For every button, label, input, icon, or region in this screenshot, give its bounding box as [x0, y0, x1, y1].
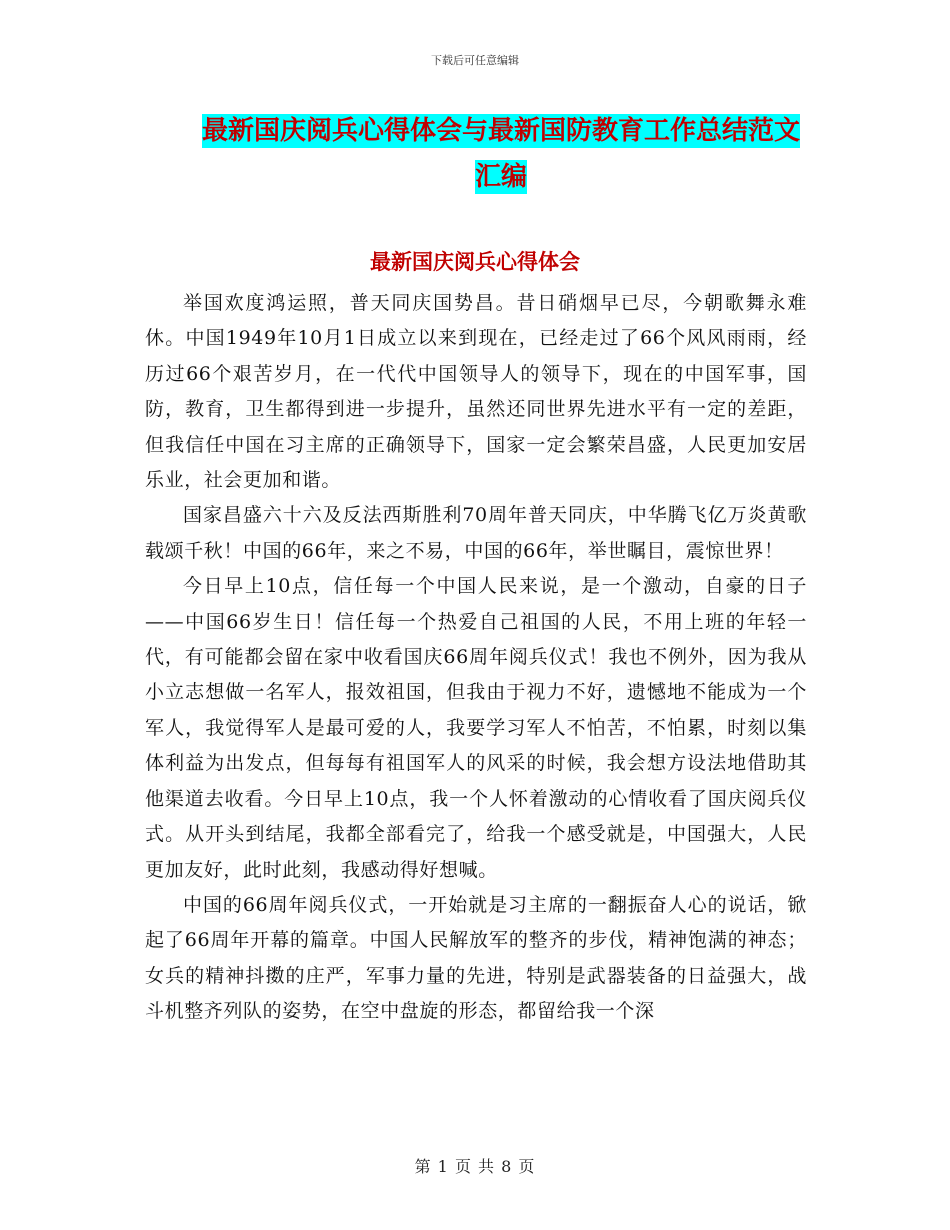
paragraph: 中国的66周年阅兵仪式，一开始就是习主席的一翻振奋人心的说话，锨起了66周年开幕的篇章。中国人民解放军的整齐的步伐，精神饱满的神态；女兵的精神抖擞的庄严，军事力量的先进，特别是武器装备的日益强大，战斗机整齐列队的姿势，在空中盘旋的形态，都留给我一个深	[145, 893, 807, 1023]
paragraph: 举国欢度鸿运照，普天同庆国势昌。昔日硝烟早已尽，今朝歌舞永难休。中国1949年10月1日成立以来到现在，已经走过了66个风风雨雨，经历过66个艰苦岁月，在一代代中国领导人的领导下，现在的中国军事，国防，教育，卫生都得到进一步提升，虽然还同世界先进水平有一定的差距，但我信任中国在习主席的正确领导下，国家一定会繁荣昌盛，人民更加安居乐业，社会更加和谐。	[145, 292, 807, 492]
paragraph: 今日早上10点，信任每一个中国人民来说，是一个激动，自豪的日子——中国66岁生日！信任每一个热爱自己祖国的人民，不用上班的年轻一代，有可能都会留在家中收看国庆66周年阅兵仪式！我也不例外，因为我从小立志想做一名军人，报效祖国，但我由于视力不好，遗憾地不能成为一个军人，我觉得军人是最可爱的人，我要学习军人不怕苦，不怕累，时刻以集体利益为出发点，但每每有祖国军人的风采的时候，我会想方设法地借助其他渠道去收看。今日早上10点，我一个人怀着激动的心情收看了国庆阅兵仪式。从开头到结尾，我都全部看完了，给我一个感受就是，中国强大，人民更加友好，此时此刻，我感动得好想喊。	[145, 575, 807, 881]
page-footer: 第 1 页 共 8 页	[414, 1157, 536, 1176]
body-text	[145, 286, 807, 1030]
document-title-text: 最新国庆阅兵心得体会与最新国防教育工作总结范文汇编	[201, 116, 800, 192]
paragraph: 国家昌盛六十六及反法西斯胜利70周年普天同庆，中华腾飞亿万炎黄歌载颂千秋！中国的66年，来之不易，中国的66年，举世瞩目，震惊世界！	[145, 504, 807, 562]
section-title: 最新国庆阅兵心得体会	[370, 250, 580, 274]
header-note: 下载后可任意编辑	[431, 54, 519, 67]
document-title	[196, 108, 806, 200]
